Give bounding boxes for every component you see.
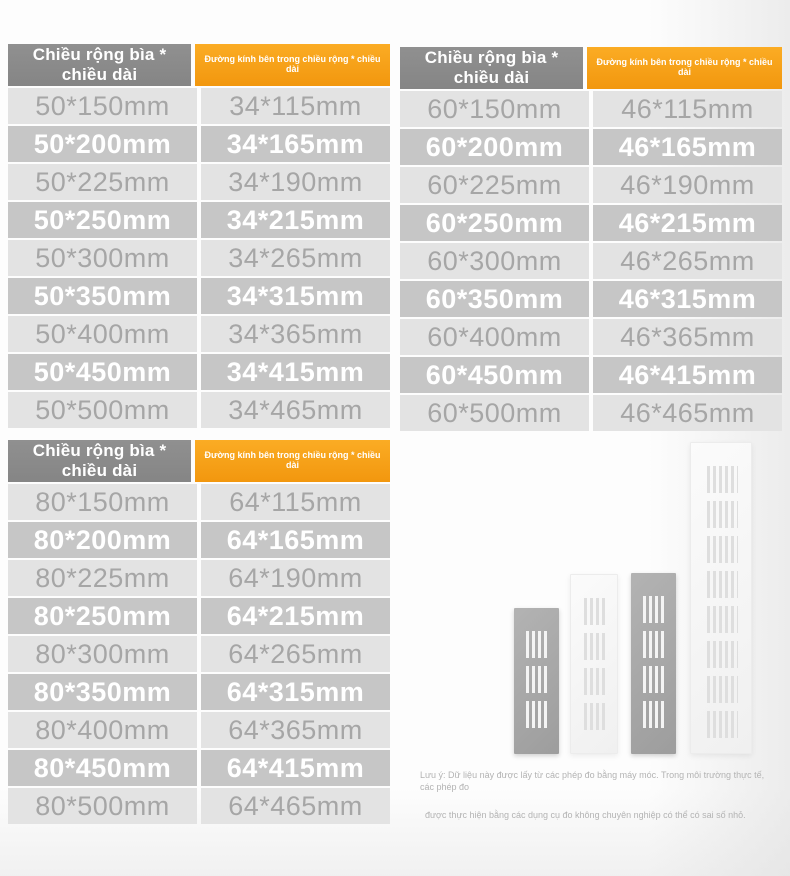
outer-size-cell: 80*225mm [8, 560, 197, 596]
vent-slat-group [704, 501, 739, 528]
outer-size-cell: 60*225mm [400, 167, 589, 203]
vent-slat-group [704, 711, 739, 738]
vent-slat-group [640, 596, 666, 623]
inner-size-cell: 64*215mm [201, 598, 390, 634]
table-body [8, 88, 390, 428]
inner-size-cell: 46*215mm [593, 205, 782, 241]
outer-size-cell: 50*150mm [8, 88, 197, 124]
outer-size-column-header: Chiều rộng bìa * chiều dài [8, 440, 191, 482]
table-row [8, 278, 390, 314]
inner-size-cell: 34*465mm [201, 392, 390, 428]
table-row [8, 240, 390, 276]
inner-size-cell: 34*115mm [201, 88, 390, 124]
inner-size-cell: 46*315mm [593, 281, 782, 317]
inner-size-cell: 34*265mm [201, 240, 390, 276]
product-images-panel [400, 440, 782, 760]
outer-size-cell: 80*200mm [8, 522, 197, 558]
inner-size-cell: 34*315mm [201, 278, 390, 314]
inner-size-cell: 64*115mm [201, 484, 390, 520]
size-table-60-series [400, 47, 782, 433]
vent-slat-group [523, 631, 549, 658]
table-row [8, 164, 390, 200]
vent-slat-group [581, 598, 608, 625]
outer-size-cell: 60*400mm [400, 319, 589, 355]
table-row [8, 392, 390, 428]
outer-size-cell: 60*200mm [400, 129, 589, 165]
inner-size-cell: 34*415mm [201, 354, 390, 390]
vent-slat-group [704, 606, 739, 633]
outer-size-cell: 60*300mm [400, 243, 589, 279]
outer-size-cell: 50*450mm [8, 354, 197, 390]
inner-size-cell: 64*465mm [201, 788, 390, 824]
inner-size-cell: 34*215mm [201, 202, 390, 238]
table-header-row [8, 44, 390, 86]
outer-size-cell: 50*250mm [8, 202, 197, 238]
outer-size-cell: 80*250mm [8, 598, 197, 634]
table-row [8, 674, 390, 710]
table-row [8, 316, 390, 352]
outer-size-cell: 50*400mm [8, 316, 197, 352]
outer-size-cell: 60*350mm [400, 281, 589, 317]
inner-size-cell: 34*365mm [201, 316, 390, 352]
table-row [8, 636, 390, 672]
table-header-row [400, 47, 782, 89]
inner-size-cell: 64*165mm [201, 522, 390, 558]
outer-size-cell: 80*300mm [8, 636, 197, 672]
vent-slat-group [581, 633, 608, 660]
vent-slat-group [704, 641, 739, 668]
outer-size-cell: 50*500mm [8, 392, 197, 428]
table-row [8, 750, 390, 786]
table-row [8, 88, 390, 124]
table-row [400, 395, 782, 431]
table-body [400, 91, 782, 431]
vent-slat-group [581, 703, 608, 730]
outer-size-column-header: Chiều rộng bìa * chiều dài [400, 47, 583, 89]
size-table-50-series [8, 44, 390, 430]
table-body [8, 484, 390, 824]
vent-slat-group [523, 701, 549, 728]
table-row [400, 91, 782, 127]
inner-size-cell: 64*315mm [201, 674, 390, 710]
table-row [8, 788, 390, 824]
table-row [400, 129, 782, 165]
inner-size-cell: 46*115mm [593, 91, 782, 127]
outer-size-cell: 60*500mm [400, 395, 589, 431]
vent-slat-group [704, 536, 739, 563]
inner-size-column-header: Đường kính bên trong chiều rộng * chiều dài [587, 47, 782, 89]
outer-size-cell: 80*150mm [8, 484, 197, 520]
table-row [400, 357, 782, 393]
table-row [400, 205, 782, 241]
vent-grille-small-gray [514, 608, 559, 754]
vent-slat-group [640, 701, 666, 728]
inner-size-cell: 46*415mm [593, 357, 782, 393]
vent-slat-group [640, 631, 666, 658]
outer-size-cell: 50*350mm [8, 278, 197, 314]
table-row [400, 281, 782, 317]
table-row [8, 598, 390, 634]
vent-slat-group [581, 668, 608, 695]
table-row [400, 243, 782, 279]
measurement-disclaimer-note [420, 770, 780, 822]
outer-size-cell: 60*250mm [400, 205, 589, 241]
table-row [8, 202, 390, 238]
inner-size-cell: 64*365mm [201, 712, 390, 748]
inner-size-cell: 64*265mm [201, 636, 390, 672]
inner-size-cell: 34*190mm [201, 164, 390, 200]
vent-grille-medium-gray [631, 573, 676, 754]
vent-slat-group [704, 676, 739, 703]
inner-size-cell: 46*465mm [593, 395, 782, 431]
table-row [400, 319, 782, 355]
outer-size-cell: 60*150mm [400, 91, 589, 127]
inner-size-cell: 46*190mm [593, 167, 782, 203]
note-line-1: Lưu ý: Dữ liệu này được lấy từ các phép đo bằng máy móc. Trong môi trường thực tế, các phép đo [420, 770, 765, 792]
table-row [8, 712, 390, 748]
table-row [8, 126, 390, 162]
inner-size-cell: 34*165mm [201, 126, 390, 162]
vent-slat-group [640, 666, 666, 693]
outer-size-column-header: Chiều rộng bìa * chiều dài [8, 44, 191, 86]
size-table-80-series [8, 440, 390, 826]
table-row [8, 522, 390, 558]
inner-size-column-header: Đường kính bên trong chiều rộng * chiều dài [195, 44, 390, 86]
outer-size-cell: 50*300mm [8, 240, 197, 276]
table-row [400, 167, 782, 203]
table-header-row [8, 440, 390, 482]
table-row [8, 354, 390, 390]
inner-size-cell: 46*365mm [593, 319, 782, 355]
vent-slat-group [523, 666, 549, 693]
outer-size-cell: 80*350mm [8, 674, 197, 710]
note-line-2: được thực hiện bằng các dụng cụ đo không chuyên nghiệp có thể có sai số nhỏ. [425, 810, 746, 821]
table-row [8, 560, 390, 596]
vent-slat-group [704, 466, 739, 493]
inner-size-cell: 46*165mm [593, 129, 782, 165]
outer-size-cell: 80*500mm [8, 788, 197, 824]
inner-size-cell: 64*190mm [201, 560, 390, 596]
outer-size-cell: 50*225mm [8, 164, 197, 200]
vent-grille-tall-white [690, 442, 752, 754]
outer-size-cell: 60*450mm [400, 357, 589, 393]
table-row [8, 484, 390, 520]
outer-size-cell: 50*200mm [8, 126, 197, 162]
inner-size-cell: 64*415mm [201, 750, 390, 786]
vent-grille-medium-white [570, 574, 618, 754]
vent-slat-group [704, 571, 739, 598]
outer-size-cell: 80*450mm [8, 750, 197, 786]
outer-size-cell: 80*400mm [8, 712, 197, 748]
inner-size-column-header: Đường kính bên trong chiều rộng * chiều dài [195, 440, 390, 482]
inner-size-cell: 46*265mm [593, 243, 782, 279]
